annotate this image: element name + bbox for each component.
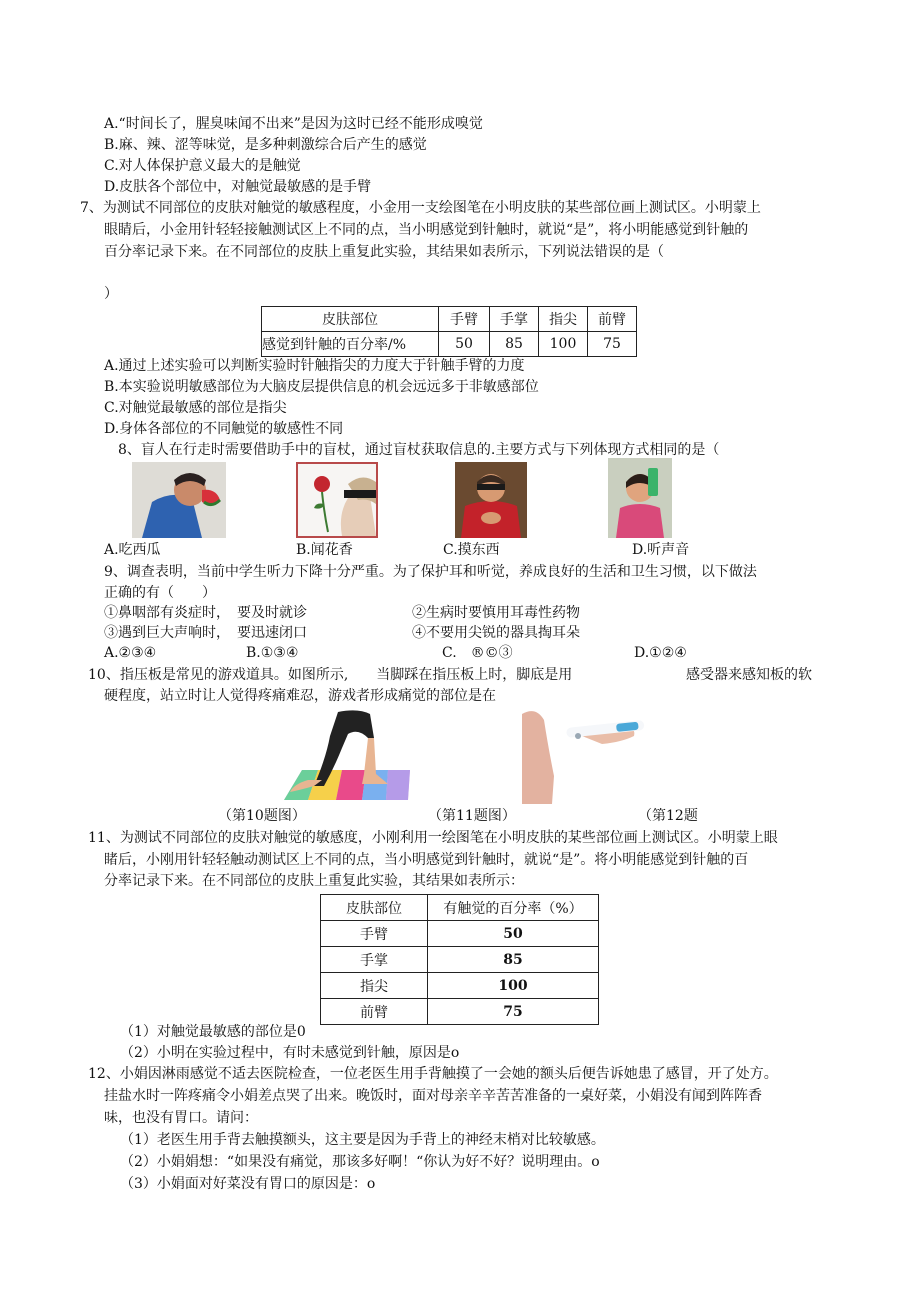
table-cell: 85 bbox=[490, 332, 539, 357]
q9-stem-line2: 正确的有（ ） bbox=[104, 585, 216, 601]
q9-statement-1: ①鼻咽部有炎症时， 要及时就诊 bbox=[104, 605, 307, 621]
table-row bbox=[262, 307, 637, 332]
q9-option-a: A.②③④ bbox=[104, 645, 157, 661]
flower-photo bbox=[296, 462, 378, 538]
q11-stem-line3: 分率记录下来。在不同部位的皮肤上重复此实验，其结果如表所示： bbox=[104, 873, 524, 889]
q7-option-d: D.身体各部位的不同触觉的敏感性不同 bbox=[104, 421, 344, 437]
q9-statement-4: ④不要用尖锐的器具掏耳朵 bbox=[412, 625, 580, 641]
q7-stem-line3: 百分率记录下来。在不同部位的皮肤上重复此实验，其结果如表所示，下列说法错误的是（ bbox=[104, 244, 664, 260]
table-cell: 手掌 bbox=[490, 307, 539, 332]
table-cell: 前臂 bbox=[321, 999, 428, 1025]
q7-stem-line4: ） bbox=[104, 286, 118, 302]
table-row bbox=[321, 973, 599, 999]
q7-stem-line1: 7、为测试不同部位的皮肤对触觉的敏感程度，小金用一支绘图笔在小明皮肤的某些部位画上测试区。小明蒙上 bbox=[80, 200, 761, 216]
q6-option-c: C.对人体保护意义最大的是触觉 bbox=[104, 158, 301, 174]
q12-sub2: （2）小娟娟想：“如果没有痛觉，那该多好啊！“你认为好不好？说明理由。o bbox=[120, 1154, 600, 1170]
q11-sub1: （1）对触觉最敏感的部位是0 bbox=[120, 1024, 306, 1040]
q11-sub2: （2）小明在实验过程中，有时未感觉到针触，原因是o bbox=[120, 1045, 460, 1061]
q9-option-d: D.①②④ bbox=[634, 645, 687, 661]
q7-stem-line2: 眼睛后，小金用针轻轻接触测试区上不同的点，当小明感觉到针触时，就说“是”，将小明能感觉到针触的 bbox=[104, 222, 749, 238]
table-cell: 手臂 bbox=[321, 921, 428, 947]
q9-statement-3: ③遇到巨大声响时， 要迅速闭口 bbox=[104, 625, 307, 641]
table-row bbox=[321, 895, 599, 921]
q12-stem-line2: 挂盐水时一阵疼痛令小娟差点哭了出来。晚饭时，面对母亲辛辛苦苦准备的一桌好菜，小娟没有闻到阵阵香 bbox=[104, 1088, 762, 1104]
q7-option-b: B.本实验说明敏感部位为大脑皮层提供信息的机会远远多于非敏感部位 bbox=[104, 379, 539, 395]
table-cell: 手臂 bbox=[439, 307, 490, 332]
q9-stem-line1: 9、调查表明，当前中学生听力下降十分严重。为了保护耳和听觉，养成良好的生活和卫生习惯，以下做法 bbox=[104, 564, 757, 580]
table-cell: 感觉到针触的百分率/% bbox=[262, 332, 439, 357]
caption-fig12: （第12题 bbox=[638, 808, 698, 824]
q8-option-a: A.吃西瓜 bbox=[104, 542, 161, 558]
q11-stem-line1: 11、为测试不同部位的皮肤对触觉的敏感度，小刚利用一绘图笔在小明皮肤的某些部位画上测试区。小明蒙上眼 bbox=[88, 830, 778, 846]
table-cell: 手掌 bbox=[321, 947, 428, 973]
touch-photo bbox=[455, 462, 527, 538]
table-cell: 50 bbox=[439, 332, 490, 357]
table-row bbox=[321, 999, 599, 1025]
table-cell: 100 bbox=[428, 973, 599, 999]
q9-option-b: B.①③④ bbox=[246, 645, 299, 661]
pressure-mat-figure bbox=[278, 708, 416, 804]
q7-table bbox=[261, 306, 637, 357]
q12-sub1: （1）老医生用手背去触摸额头，这主要是因为手背上的神经末梢对比较敏感。 bbox=[120, 1132, 605, 1148]
caption-fig11: （第11题图） bbox=[428, 808, 516, 824]
q12-sub3: （3）小娟面对好菜没有胃口的原因是：o bbox=[120, 1176, 376, 1192]
table-cell: 皮肤部位 bbox=[262, 307, 439, 332]
hand-thermometer-figure bbox=[522, 706, 654, 804]
q7-option-c: C.对触觉最敏感的部位是指尖 bbox=[104, 400, 287, 416]
q10-stem-line1a: 10、指压板是常见的游戏道具。如图所示, 当脚踩在指压板上时，脚底是用 bbox=[88, 667, 573, 683]
q11-table bbox=[320, 894, 599, 1025]
table-header-cell: 有触觉的百分率（%） bbox=[428, 895, 599, 921]
caption-fig10: （第10题图） bbox=[218, 808, 306, 824]
table-row bbox=[262, 332, 637, 357]
table-cell: 75 bbox=[588, 332, 637, 357]
q6-option-d: D.皮肤各个部位中，对触觉最敏感的是手臂 bbox=[104, 179, 372, 195]
table-cell: 指尖 bbox=[539, 307, 588, 332]
table-cell: 前臂 bbox=[588, 307, 637, 332]
watermelon-photo bbox=[132, 462, 226, 538]
table-cell: 指尖 bbox=[321, 973, 428, 999]
q12-stem-line3: 味，也没有胃口。请问： bbox=[104, 1110, 258, 1126]
q6-option-a: A.“时间长了，腥臭味闻不出来”是因为这时已经不能形成嗅觉 bbox=[104, 116, 483, 132]
table-cell: 75 bbox=[428, 999, 599, 1025]
table-header-cell: 皮肤部位 bbox=[321, 895, 428, 921]
q11-stem-line2: 睹后，小刚用针轻轻触动测试区上不同的点，当小明感觉到针触时，就说“是”。将小明能感觉到针触的百 bbox=[104, 852, 749, 868]
q6-option-b: B.麻、辣、涩等味觉，是多种刺激综合后产生的感觉 bbox=[104, 137, 427, 153]
q10-stem-line1b: 感受器来感知板的软 bbox=[686, 667, 812, 683]
listening-photo bbox=[608, 458, 672, 538]
table-row bbox=[321, 921, 599, 947]
q8-option-b: B.闻花香 bbox=[296, 542, 353, 558]
q8-stem: 8、盲人在行走时需要借助手中的盲杖，通过盲杖获取信息的.主要方式与下列体现方式相同的是（ bbox=[118, 442, 720, 458]
q9-option-c: C. ®©③ bbox=[442, 645, 513, 661]
q12-stem-line1: 12、小娟因淋雨感觉不适去医院检查，一位老医生用手背触摸了一会她的额头后便告诉她患了感冒，开了处方。 bbox=[88, 1066, 778, 1082]
q10-stem-line2: 硬程度，站立时让人觉得疼痛难忍，游戏者形成痛觉的部位是在 bbox=[104, 688, 496, 704]
q9-statement-2: ②生病时要慎用耳毒性药物 bbox=[412, 605, 580, 621]
q8-option-d: D.听声音 bbox=[632, 542, 690, 558]
table-row bbox=[321, 947, 599, 973]
q8-option-c: C.摸东西 bbox=[443, 542, 500, 558]
table-cell: 50 bbox=[428, 921, 599, 947]
table-cell: 100 bbox=[539, 332, 588, 357]
table-cell: 85 bbox=[428, 947, 599, 973]
q7-option-a: A.通过上述实验可以判断实验时针触指尖的力度大于针触手臂的力度 bbox=[104, 358, 525, 374]
